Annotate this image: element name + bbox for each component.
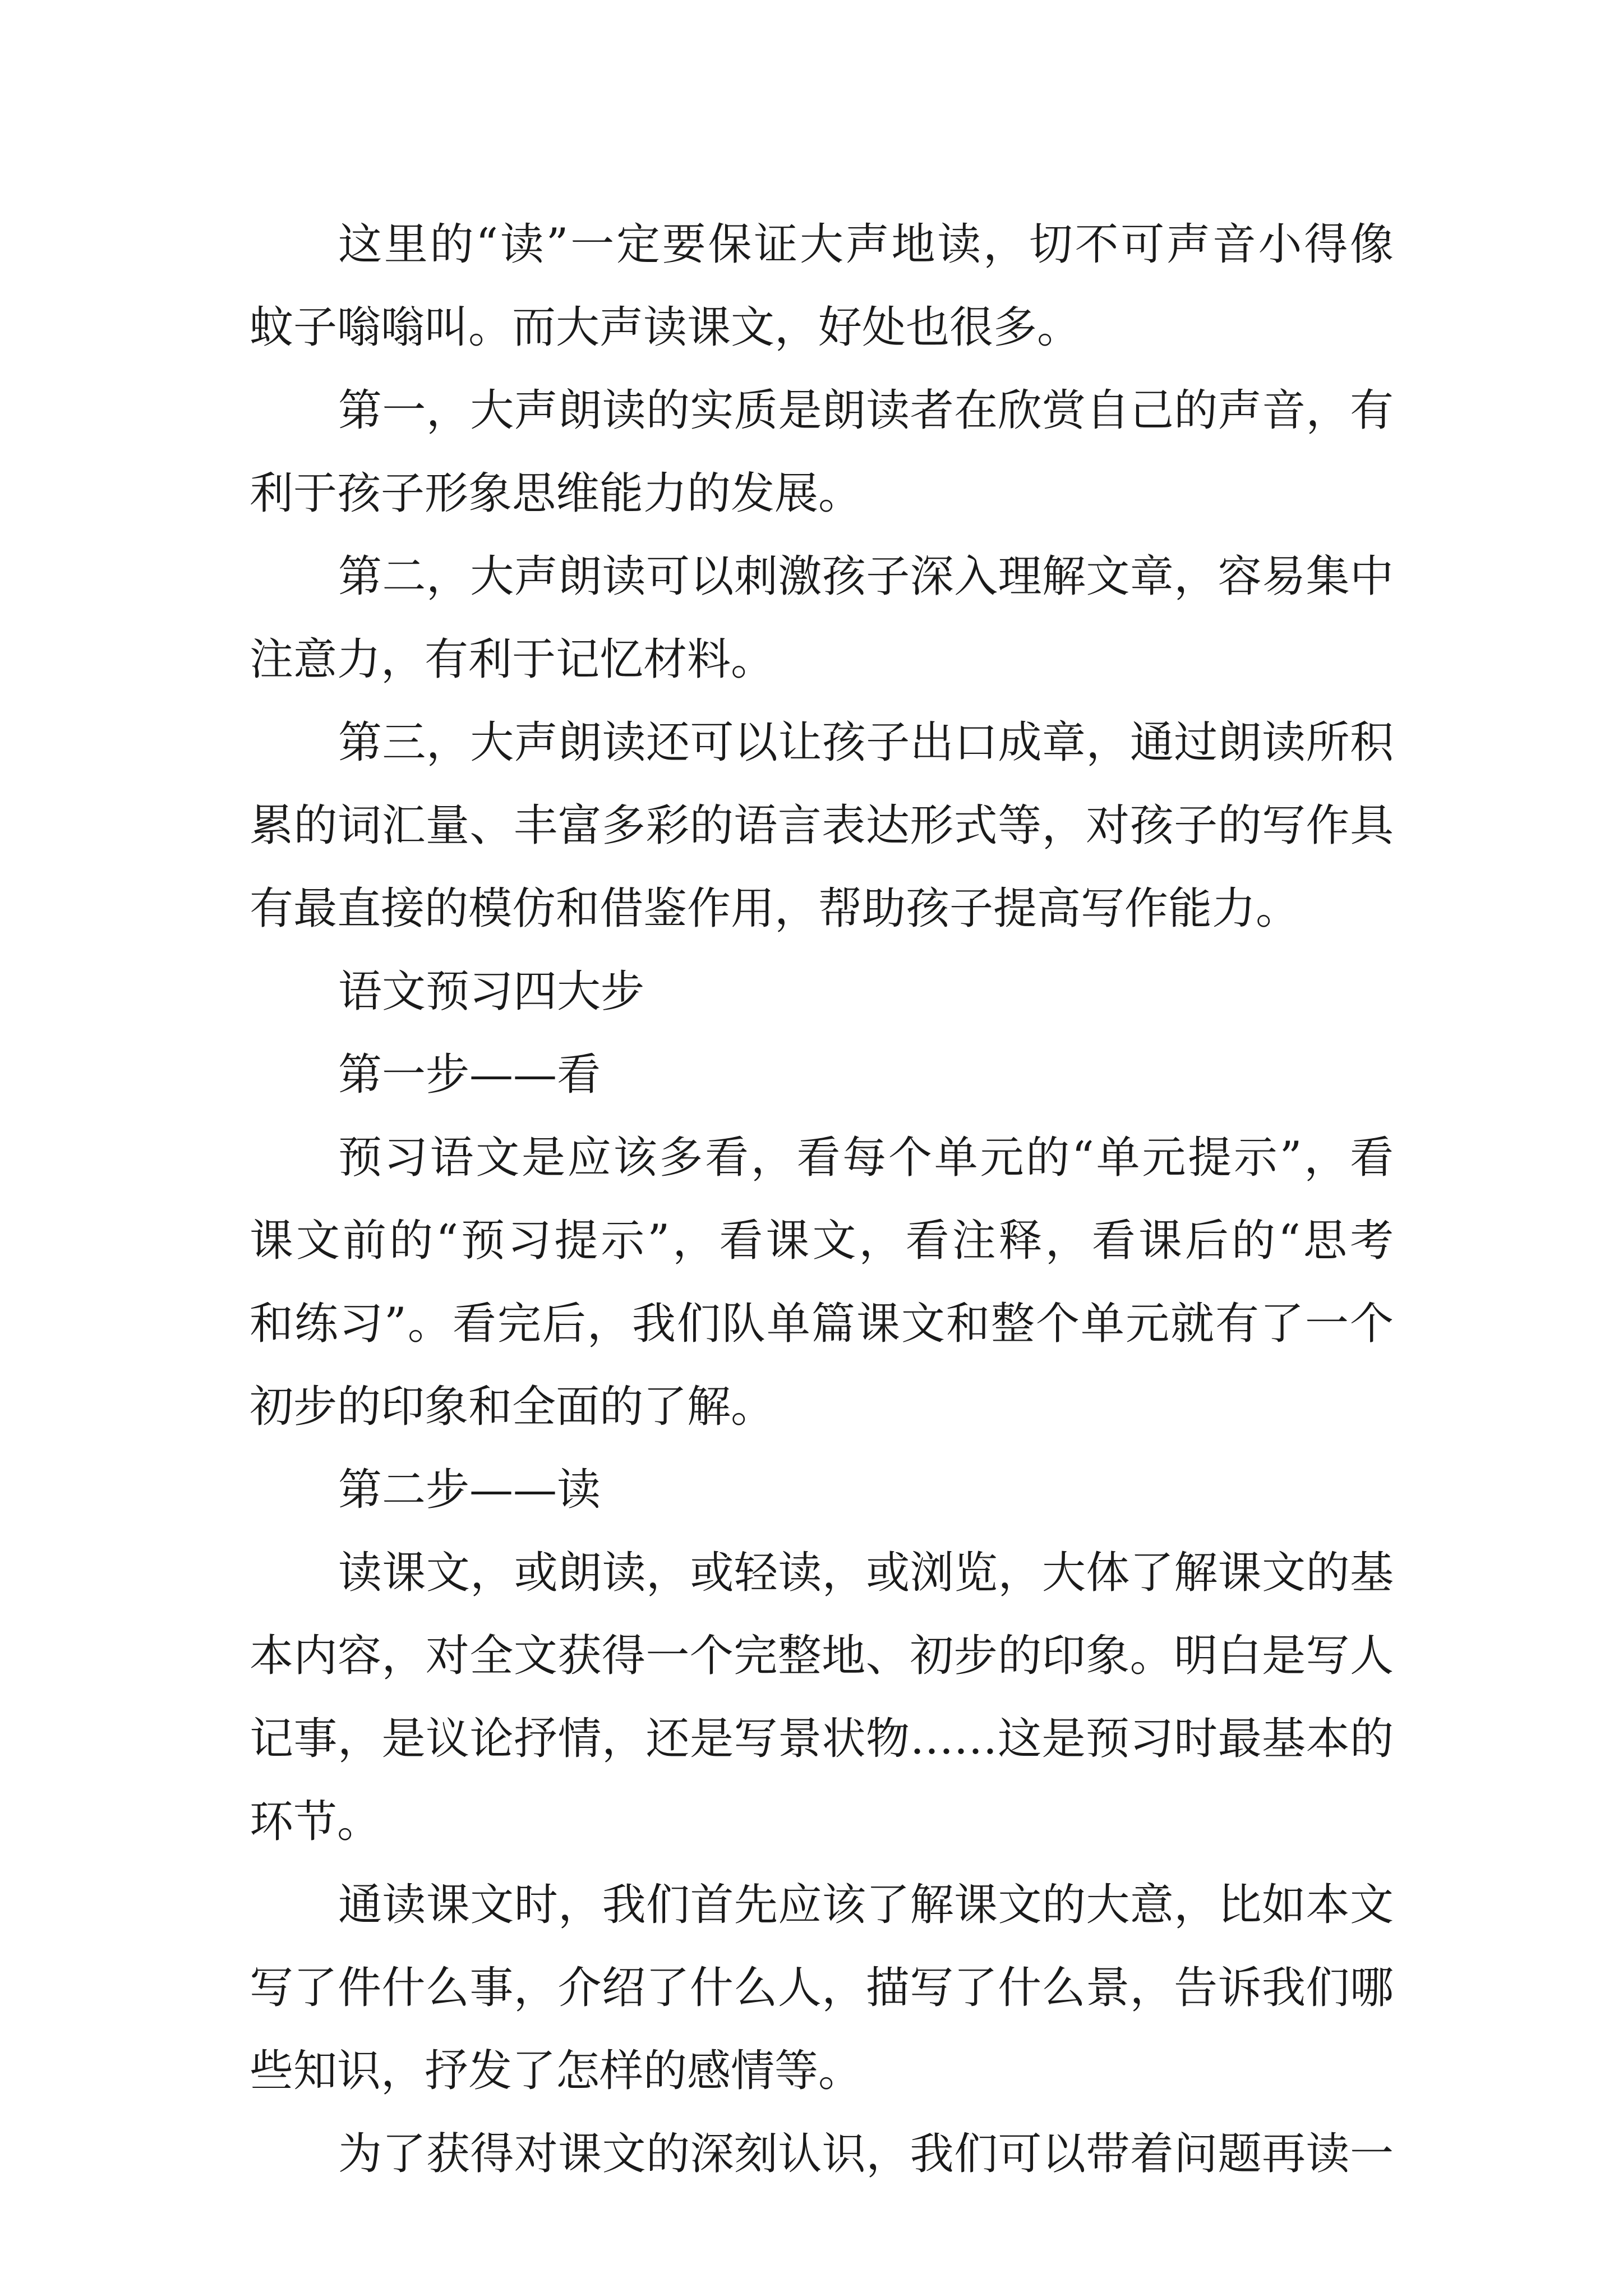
step-heading-look <box>250 1033 1394 1116</box>
text-line: 累的词汇量、丰富多彩的语言表达形式等，对孩子的写作具 <box>250 800 1394 851</box>
step-title: 第二步——读 <box>338 1465 601 1515</box>
text-line: 读课文，或朗读，或轻读，或浏览，大体了解课文的基 <box>338 1548 1394 1598</box>
text-line: 注意力，有利于记忆材料。 <box>250 634 775 685</box>
body-text <box>250 203 1394 2196</box>
text-line: 些知识，抒发了怎样的感情等。 <box>250 2046 863 2096</box>
text-line: 和练习”。看完后，我们队单篇课文和整个单元就有了一个 <box>250 1299 1394 1349</box>
step-title: 第一步——看 <box>338 1050 601 1100</box>
text-line: 这里的“读”一定要保证大声地读，切不可声音小得像 <box>338 219 1394 270</box>
text-line: 记事，是议论抒情，还是写景状物……这是预习时最基本的 <box>250 1714 1394 1764</box>
text-line: 课文前的“预习提示”，看课文，看注释，看课后的“思考 <box>250 1216 1394 1266</box>
text-line: 第一，大声朗读的实质是朗读者在欣赏自己的声音，有 <box>338 385 1394 436</box>
text-line: 通读课文时，我们首先应该了解课文的大意，比如本文 <box>338 1880 1394 1930</box>
section-title: 语文预习四大步 <box>338 967 645 1017</box>
text-line: 利于孩子形象思维能力的发展。 <box>250 468 863 519</box>
text-line: 初步的印象和全面的了解。 <box>250 1382 775 1432</box>
text-line: 为了获得对课文的深刻认识，我们可以带着问题再读一 <box>338 2129 1394 2179</box>
paragraph-step-look <box>250 1116 1394 1448</box>
paragraph-benefit-three <box>250 701 1394 950</box>
paragraph-step-read <box>250 1531 1394 1864</box>
text-line: 第二，大声朗读可以刺激孩子深入理解文章，容易集中 <box>338 551 1394 602</box>
step-heading-read <box>250 1448 1394 1531</box>
paragraph-benefit-one <box>250 369 1394 535</box>
paragraph-skim-meaning <box>250 1864 1394 2113</box>
text-line: 预习语文是应该多看，看每个单元的“单元提示”，看 <box>338 1133 1394 1183</box>
text-line: 蚊子嗡嗡叫。而大声读课文，好处也很多。 <box>250 302 1081 353</box>
text-line: 第三，大声朗读还可以让孩子出口成章，通过朗读所积 <box>338 717 1394 768</box>
paragraph-benefit-two <box>250 535 1394 701</box>
text-line: 本内容，对全文获得一个完整地、初步的印象。明白是写人 <box>250 1631 1394 1681</box>
section-heading-four-steps <box>250 950 1394 1033</box>
paragraph-deeper-reading <box>250 2113 1394 2196</box>
paragraph-reading-aloud-intro <box>250 203 1394 369</box>
text-line: 写了件什么事，介绍了什么人，描写了什么景，告诉我们哪 <box>250 1963 1394 2013</box>
text-line: 环节。 <box>250 1797 381 1847</box>
text-line: 有最直接的模仿和借鉴作用，帮助孩子提高写作能力。 <box>250 884 1300 934</box>
